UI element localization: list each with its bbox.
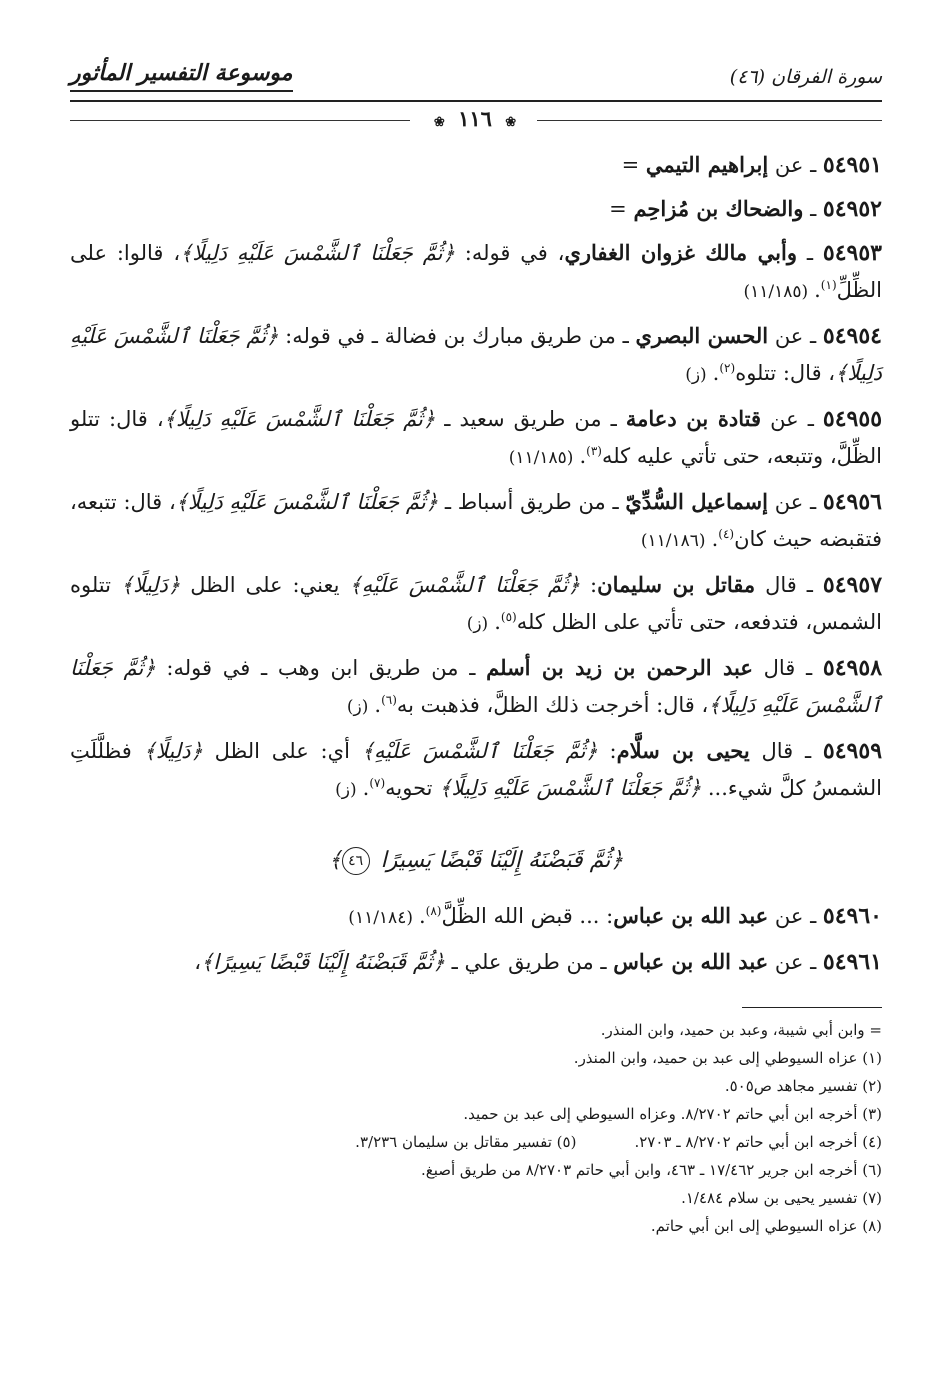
ornament-icon: ❀ [505,115,517,130]
volume-reference: (ز) [466,614,489,634]
volume-reference: (ز) [346,697,369,717]
narration-entry [70,897,882,937]
narrator-name: إسماعيل السُّدِّيّ [625,489,768,514]
quran-quote: ﴿ثُمَّ قَبَضْنَهُ إِلَيْنَا قَبْضًا يَسِيرًا﴾ [201,950,445,974]
narrator-name: عبد الرحمن بن زيد بن أسلم [486,655,753,680]
ayah-heading-close: ﴾ [328,848,342,873]
narrations-list-2 [70,897,882,981]
narration-text: ـ عن [768,904,823,928]
narration-number: ٥٤٩٥٥ [822,406,883,432]
quran-quote: ﴿ثُمَّ جَعَلْنَا ٱلشَّمْسَ عَلَيْهِ دَلِيلًا﴾ [70,324,882,385]
footnote-marker: (٨) [425,904,442,918]
narration-text: ـ عن [761,407,823,431]
narration-text: ، قال: تتلو الظِّلَّ، وتتبعه، حتى تأتي عليه كله [70,407,882,468]
narration-entry [70,234,882,311]
volume-reference: (١١/١٨٦) [640,531,706,551]
narration-text: . [362,776,370,800]
narration-text: تتلوه الشمس، فتدفعه، حتى تأتي على الظل كله [70,573,882,634]
footnote-item: (٨) عزاه السيوطي إلى ابن أبي حاتم. [650,1217,882,1235]
narration-text: ، في قوله: [454,241,565,265]
narration-entry [70,732,882,809]
volume-reference: (١١/١٨٥) [508,448,574,468]
narration-text: ـ من طريق علي ـ [444,950,614,974]
footnote-marker: (٥) [500,610,517,624]
quran-quote: ﴿ثُمَّ جَعَلْنَا ٱلشَّمْسَ عَلَيْهِ دَلِيلًا﴾ [180,241,455,265]
narration-number: ٥٤٩٥٦ [822,489,882,515]
narration-text: . [711,527,719,551]
narration-number: ٥٤٩٥٣ [822,240,882,266]
narration-text: ـ من طريق سعيد ـ [435,407,626,431]
narration-text: ، [194,950,201,974]
narration-text: ـ قال [752,656,823,680]
narration-number: ٥٤٩٦١ [822,949,882,975]
narrator-name: عبد الله بن عباس [613,949,769,974]
quran-quote: ﴿ثُمَّ جَعَلْنَا ٱلشَّمْسَ عَلَيْهِ دَلِيلًا﴾ [163,407,436,431]
narration-text: تحويه [385,776,440,800]
quran-quote: ﴿ثُمَّ جَعَلْنَا ٱلشَّمْسَ عَلَيْهِ﴾ [349,573,581,597]
footnote-marker: (٦) [381,693,397,707]
running-header [70,56,882,102]
header-rule-left [70,120,410,121]
narration-text: ـ قال [755,573,823,597]
narration-entry [70,400,882,477]
narration-text: ـ عن [767,490,823,514]
narration-text: ـ عن [768,950,823,974]
footnote-item: (٥) تفسير مقاتل بن سليمان ٣/٢٣٦. [355,1133,577,1151]
footnote-marker: (٣) [586,444,602,458]
narrator-name: عبد الله بن عباس [613,903,769,928]
footnote-item: (٢) تفسير مجاهد ص٥٠٥. [724,1077,882,1095]
narrations-list [70,146,882,809]
footnote-marker: (٤) [718,527,735,541]
narration-entry [70,566,882,643]
narration-number: ٥٤٩٦٠ [822,903,882,929]
narration-number: ٥٤٩٥٧ [822,572,883,598]
narration-number: ٥٤٩٥٩ [822,738,883,764]
footnote-divider [742,1007,882,1008]
quran-quote: ﴿دَلِيلًا﴾ [143,739,203,763]
narration-text: : ... قبض الله الظِّلَّ [441,904,614,928]
narration-number: ٥٤٩٥٨ [822,655,883,681]
narrator-name: الحسن البصري [635,323,769,348]
ayah-heading-text: ﴿ثُمَّ قَبَضْنَهُ إِلَيْنَا قَبْضًا يَسِيرًا [380,848,624,873]
quran-quote: ﴿دَلِيلًا﴾ [120,573,181,597]
narration-text: ـ من طريق ابن وهب ـ في قوله: [155,656,487,680]
narration-text: ـ من طريق مبارك بن فضالة ـ في قوله: [278,324,636,348]
verse-number-badge: ٤٦ [342,847,370,875]
narration-text: فظلَّلَتِ الشمسُ كلَّ شيء... [70,739,882,800]
narration-text: : [580,573,598,597]
ayah-heading [70,847,882,875]
volume-reference: (١١/١٨٥) [743,282,809,302]
quran-quote: ﴿ثُمَّ جَعَلْنَا ٱلشَّمْسَ عَلَيْهِ﴾ [361,739,598,763]
narration-text: . [579,444,587,468]
narration-number: ٥٤٩٥٢ [822,196,882,222]
narration-text: . [814,278,821,302]
quran-quote: ﴿ثُمَّ جَعَلْنَا ٱلشَّمْسَ عَلَيْهِ دَلِيلًا﴾ [70,656,882,717]
footnote-pair [70,1128,882,1156]
footnote-item: (٦) أخرجه ابن جرير ١٧/٤٦٢ ـ ٤٦٣، وابن أبي حاتم ٨/٢٧٠٣ من طريق أصبغ. [420,1161,882,1179]
narration-text: = [621,153,646,177]
narration-text: أي: على الظل [202,739,362,763]
narration-entry [70,190,882,228]
page-number-row [70,104,882,132]
footnote-item: (٤) أخرجه ابن أبي حاتم ٨/٢٧٠٢ ـ ٢٧٠٣. [634,1133,882,1151]
book-page [70,56,882,1346]
header-rule-right [537,120,882,121]
book-title: موسوعة التفسير المأثور [70,60,293,92]
narrator-name: وأبي مالك غزوان الغفاري [564,240,797,265]
quran-quote: ﴿ثُمَّ جَعَلْنَا ٱلشَّمْسَ عَلَيْهِ دَلِيلًا﴾ [439,776,702,800]
surah-title: سورة الفرقان (٤٦) [729,66,882,88]
narration-text: . [374,693,382,717]
narration-number: ٥٤٩٥١ [822,152,882,178]
quran-quote: ﴿ثُمَّ جَعَلْنَا ٱلشَّمْسَ عَلَيْهِ دَلِيلًا﴾ [175,490,439,514]
page-number-block [415,106,535,131]
page-number: ١١٦ [458,106,492,131]
narration-number: ٥٤٩٥٤ [822,323,882,349]
ornament-icon: ❀ [433,115,445,130]
narration-text: ، قال: تتبعه، فتقبضه حيث كان [70,490,882,551]
footnotes [70,1016,882,1240]
narration-text: = [609,197,634,221]
narration-entry [70,483,882,560]
narration-text: ـ [803,197,823,221]
footnote-continuation: = وابن أبي شيبة، وعبد بن حميد، وابن المنذر. [600,1021,882,1039]
narration-text: ـ من طريق أسباط ـ [438,490,626,514]
narration-entry [70,649,882,726]
narration-text: ، قال: تتلوه [735,361,836,385]
volume-reference: (ز) [685,365,707,385]
footnote-marker: (٢) [719,361,736,375]
narrator-name: مقاتل بن سليمان [597,572,756,597]
volume-reference: (١١/١٨٤) [348,908,413,928]
narrator-name: إبراهيم التيمي [645,152,769,177]
narrator-name: يحيى بن سلَّام [616,738,750,763]
narration-text: : [597,739,617,763]
footnote-marker: (٧) [369,776,386,790]
narration-text: ـ [796,241,823,265]
narration-text: ، قالوا: على الظِّلِّ [70,241,882,302]
volume-reference: (ز) [335,780,357,800]
narration-text: يعني: على الظل [180,573,350,597]
footnote-item: (١) عزاه السيوطي إلى عبد بن حميد، وابن المنذر. [573,1049,882,1067]
narration-text: ـ عن [768,153,823,177]
footnote-marker: (١) [820,278,837,292]
narration-text: ، قال: أخرجت ذلك الظلَّ، فذهبت به [396,693,709,717]
narration-text: . [494,610,501,634]
narration-text: . [418,904,426,928]
footnote-item: (٧) تفسير يحيى بن سلام ١/٤٨٤. [681,1189,882,1207]
narration-entry [70,317,882,394]
footnote-item: (٣) أخرجه ابن أبي حاتم ٨/٢٧٠٢. وعزاه السيوطي إلى عبد بن حميد. [463,1105,882,1123]
narration-text: ـ عن [768,324,823,348]
narration-text: ـ قال [749,739,823,763]
narration-entry [70,943,882,981]
narration-entry [70,146,882,184]
narration-text: . [712,361,720,385]
narrator-name: قتادة بن دعامة [625,406,762,431]
narrator-name: والضحاك بن مُزاحِم [633,196,804,221]
